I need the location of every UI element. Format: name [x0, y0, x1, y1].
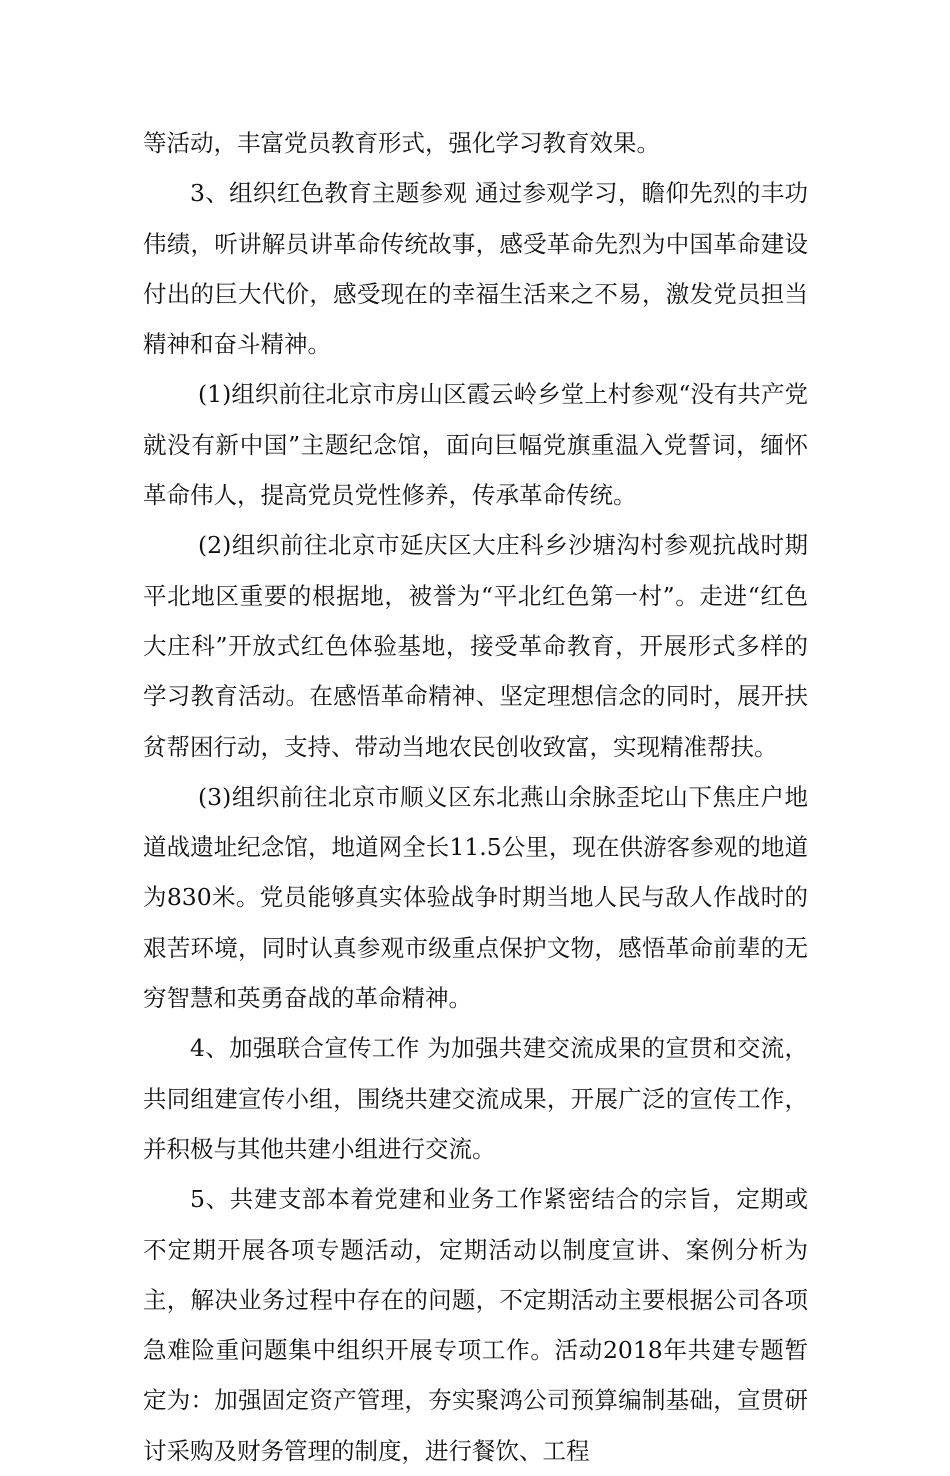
paragraph-item-5: 5、共建支部本着党建和业务工作紧密结合的宗旨，定期或不定期开展各项专题活动，定期活动以制度宣讲、案例分析为主，解决业务过程中存在的问题，不定期活动主要根据公司各项急难险重问题集中组织开展专项工作。活动2018年共建专题暂定为：加强固定资产管理，夯实聚鸿公司预算编制基础，宣贯研讨采购及财务管理的制度，进行餐饮、工程 — [143, 1185, 808, 1465]
paragraph-subitem-1: (1)组织前往北京市房山区霞云岭乡堂上村参观“没有共产党就没有新中国”主题纪念馆，面向巨幅党旗重温入党誓词，缅怀革命伟人，提高党员党性修养，传承革命传统。 — [143, 380, 808, 510]
paragraph-item-3: 3、组织红色教育主题参观 通过参观学习，瞻仰先烈的丰功伟绩，听讲解员讲革命传统故事，感受革命先烈为中国革命建设付出的巨大代价，感受现在的幸福生活来之不易，激发党员担当精神和奋斗精神。 — [143, 179, 808, 359]
paragraph-subitem-3: (3)组织前往北京市顺义区东北燕山余脉歪坨山下焦庄户地道战遗址纪念馆，地道网全长11.5公里，现在供游客参观的地道为830米。党员能够真实体验战争时期当地人民与敌人作战时的艰苦环境，同时认真参观市级重点保护文物，感悟革命前辈的无穷智慧和英勇奋战的革命精神。 — [143, 782, 808, 1013]
paragraph-continuation: 等活动，丰富党员教育形式，强化学习教育效果。 — [143, 129, 660, 157]
paragraph-item-4: 4、加强联合宣传工作 为加强共建交流成果的宣贯和交流，共同组建宣传小组，围绕共建交流成果，开展广泛的宣传工作，并积极与其他共建小组进行交流。 — [143, 1034, 808, 1163]
document-body — [143, 118, 808, 1476]
paragraph-subitem-2: (2)组织前往北京市延庆区大庄科乡沙塘沟村参观抗战时期平北地区重要的根据地，被誉为“平北红色第一村”。走进“红色大庄科”开放式红色体验基地，接受革命教育，开展形式多样的学习教育活动。在感悟革命精神、坚定理想信念的同时，展开扶贫帮困行动，支持、带动当地农民创收致富，实现精准帮扶。 — [143, 531, 808, 761]
